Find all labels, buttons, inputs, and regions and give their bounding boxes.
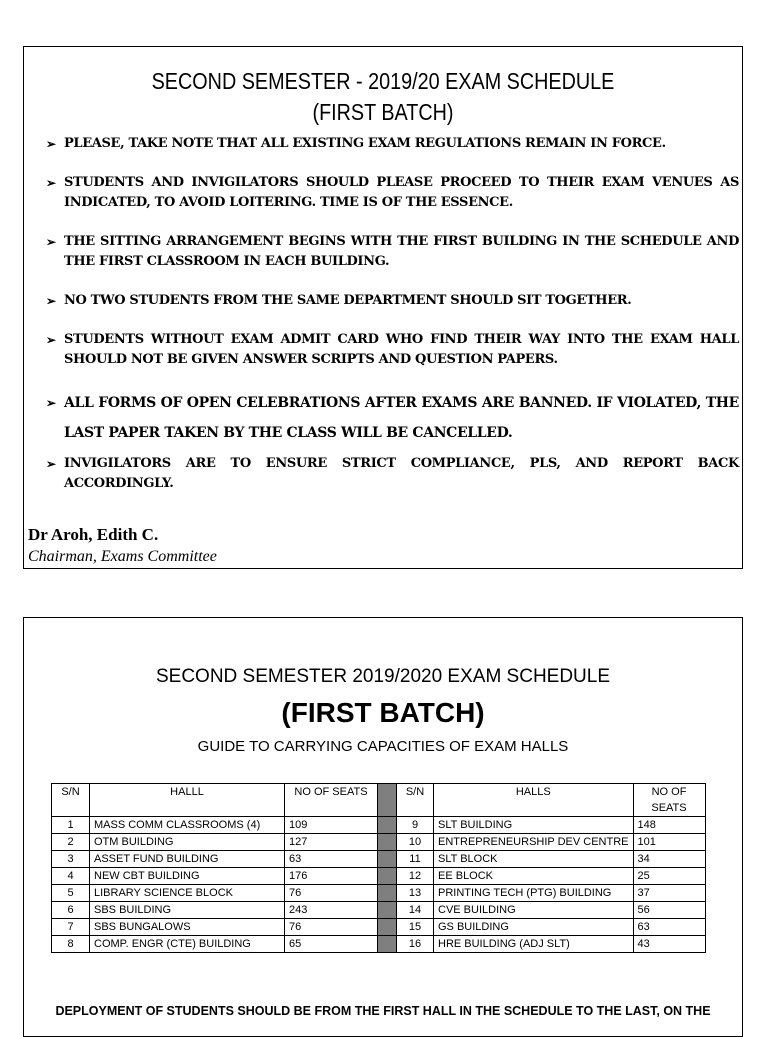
hall-cell: SLT BLOCK [434,851,634,868]
table-row [52,885,706,902]
sn-cell: 10 [397,834,434,851]
col-hall-left: HALLL [90,784,285,817]
column-separator [378,902,397,919]
seats-cell: 43 [633,936,705,953]
seats-cell: 34 [633,851,705,868]
hall-cell: NEW CBT BUILDING [90,868,285,885]
seats-cell: 176 [285,868,378,885]
table-row [52,902,706,919]
rule-text: INVIGILATORS ARE TO ENSURE STRICT COMPLIANCE, PLS, AND REPORT BACK ACCORDINGLY. [64,456,739,491]
rule-item-5 [46,330,739,370]
column-separator [378,834,397,851]
seats-cell: 37 [633,885,705,902]
hall-cell: GS BUILDING [434,919,634,936]
col-sn-right: S/N [397,784,434,817]
arrow-bullet-icon: ➢ [46,457,56,471]
column-separator [378,868,397,885]
sn-cell: 5 [52,885,90,902]
sn-cell: 9 [397,817,434,834]
rule-item-7 [46,454,739,494]
sn-cell: 12 [397,868,434,885]
sn-cell: 1 [52,817,90,834]
seats-cell: 65 [285,936,378,953]
seats-cell: 63 [633,919,705,936]
deployment-note: DEPLOYMENT OF STUDENTS SHOULD BE FROM THE FIRST HALL IN THE SCHEDULE TO THE LAST, ON THE [55,1004,711,1018]
rule-item-4 [46,291,739,311]
col-sn-left: S/N [52,784,90,817]
column-separator [378,817,397,834]
batch-title: (FIRST BATCH) [281,697,485,728]
column-separator [378,885,397,902]
col-seats-right: NO OF SEATS [633,784,705,817]
hall-cell: LIBRARY SCIENCE BLOCK [90,885,285,902]
hall-capacity-table [51,783,706,953]
seats-cell: 101 [633,834,705,851]
signatory-name: Dr Aroh, Edith C. [28,525,159,544]
page-title: SECOND SEMESTER - 2019/20 EXAM SCHEDULE [151,68,615,94]
sn-cell: 8 [52,936,90,953]
seats-cell: 76 [285,885,378,902]
hall-cell: COMP. ENGR (CTE) BUILDING [90,936,285,953]
hall-cell: EE BLOCK [434,868,634,885]
column-separator [378,936,397,953]
table-row [52,851,706,868]
rule-text: ALL FORMS OF OPEN CELEBRATIONS AFTER EXAMS ARE BANNED. IF VIOLATED, THE LAST PAPER TAKEN BY THE CLASS WILL BE CANCELLED. [64,395,739,441]
table-row [52,919,706,936]
seats-cell: 63 [285,851,378,868]
seats-cell: 243 [285,902,378,919]
column-separator [378,919,397,936]
hall-cell: ENTREPRENEURSHIP DEV CENTRE [434,834,634,851]
rule-text: PLEASE, TAKE NOTE THAT ALL EXISTING EXAM REGULATIONS REMAIN IN FORCE. [64,136,666,151]
hall-cell: SBS BUNGALOWS [90,919,285,936]
hall-cell: MASS COMM CLASSROOMS (4) [90,817,285,834]
sn-cell: 11 [397,851,434,868]
rule-item-2 [46,173,739,213]
arrow-bullet-icon: ➢ [46,176,56,190]
hall-cell: PRINTING TECH (PTG) BUILDING [434,885,634,902]
column-separator [378,784,397,817]
arrow-bullet-icon: ➢ [46,137,56,151]
sn-cell: 4 [52,868,90,885]
hall-cell: SBS BUILDING [90,902,285,919]
table-row [52,817,706,834]
hall-cell: OTM BUILDING [90,834,285,851]
capacity-page [23,617,743,1037]
table-row [52,868,706,885]
table-header-row [52,784,706,817]
schedule-title: SECOND SEMESTER 2019/2020 EXAM SCHEDULE [155,666,611,687]
seats-cell: 127 [285,834,378,851]
arrow-bullet-icon: ➢ [46,235,56,249]
col-seats-left: NO OF SEATS [285,784,378,817]
sn-cell: 7 [52,919,90,936]
page-subtitle: (FIRST BATCH) [312,99,454,125]
arrow-bullet-icon: ➢ [46,396,56,410]
signatory-role: Chairman, Exams Committee [28,548,217,565]
sn-cell: 13 [397,885,434,902]
rule-text: NO TWO STUDENTS FROM THE SAME DEPARTMENT SHOULD SIT TOGETHER. [64,293,632,308]
seats-cell: 148 [633,817,705,834]
arrow-bullet-icon: ➢ [46,294,56,308]
sn-cell: 6 [52,902,90,919]
seats-cell: 56 [633,902,705,919]
sn-cell: 15 [397,919,434,936]
column-separator [378,851,397,868]
rule-item-3 [46,232,739,272]
rule-item-1 [46,134,739,154]
capacity-subtitle: GUIDE TO CARRYING CAPACITIES OF EXAM HALLS [197,738,569,755]
notice-page [23,46,743,569]
seats-cell: 76 [285,919,378,936]
sn-cell: 14 [397,902,434,919]
rule-item-6 [46,388,739,448]
sn-cell: 16 [397,936,434,953]
seats-cell: 25 [633,868,705,885]
seats-cell: 109 [285,817,378,834]
arrow-bullet-icon: ➢ [46,333,56,347]
sn-cell: 2 [52,834,90,851]
hall-cell: CVE BUILDING [434,902,634,919]
table-row [52,936,706,953]
hall-cell: SLT BUILDING [434,817,634,834]
col-hall-right: HALLS [434,784,634,817]
rule-text: STUDENTS AND INVIGILATORS SHOULD PLEASE PROCEED TO THEIR EXAM VENUES AS INDICATED, TO AVOID LOITERING. TIME IS OF THE ESSENCE. [64,175,739,210]
rule-text: STUDENTS WITHOUT EXAM ADMIT CARD WHO FIND THEIR WAY INTO THE EXAM HALL SHOULD NOT BE GIVEN ANSWER SCRIPTS AND QUESTION PAPERS. [64,332,739,367]
sn-cell: 3 [52,851,90,868]
hall-cell: ASSET FUND BUILDING [90,851,285,868]
hall-cell: HRE BUILDING (ADJ SLT) [434,936,634,953]
rule-text: THE SITTING ARRANGEMENT BEGINS WITH THE FIRST BUILDING IN THE SCHEDULE AND THE FIRST CLASSROOM IN EACH BUILDING. [64,234,739,269]
table-row [52,834,706,851]
